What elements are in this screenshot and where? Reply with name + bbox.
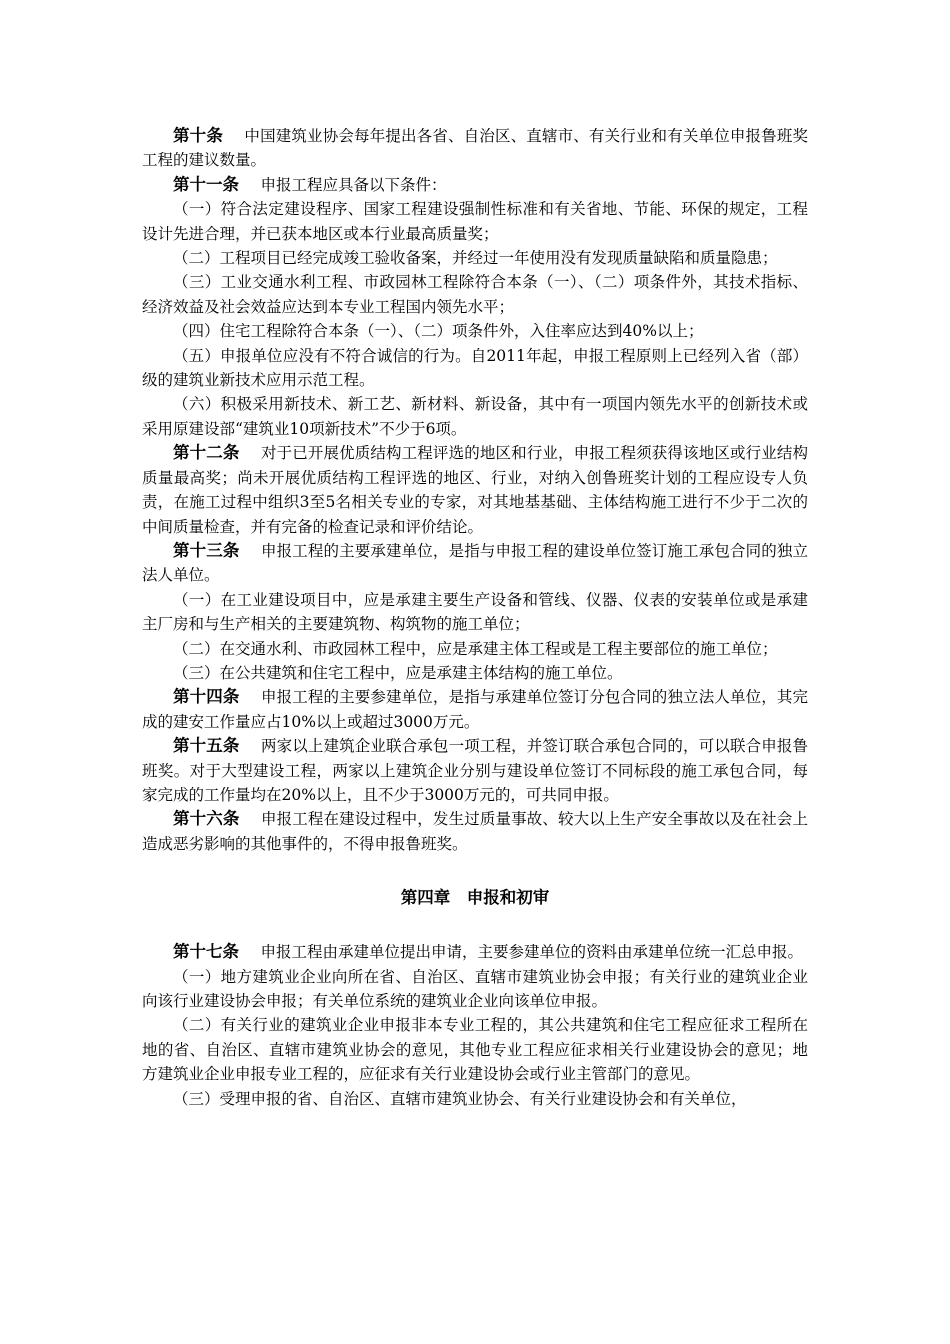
article-text: 申报工程在建设过程中，发生过质量事故、较大以上生产安全事故以及在社会上造成恶劣影响的其他事件的，不得申报鲁班奖。	[142, 810, 808, 853]
article-text: 申报工程的主要承建单位，是指与申报工程的建设单位签订施工承包合同的独立法人单位。	[142, 541, 808, 585]
clause-item: （二）有关行业的建筑业企业申报非本专业工程的，其公共建筑和住宅工程应征求工程所在地的省、自治区、直辖市建筑业协会的意见，其他专业工程应征求相关行业建设协会的意见；地方建筑业企业申报专业工程的，应征求有关行业建设协会或行业主管部门的意见。	[142, 1016, 808, 1084]
clause-item: （三）工业交通水利工程、市政园林工程除符合本条（一）、（二）项条件外，其技术指标、经济效益及社会效益应达到本专业工程国内领先水平；	[142, 273, 808, 316]
article-17	[142, 940, 808, 964]
article-11	[142, 173, 808, 197]
article-number: 第十四条	[173, 687, 240, 707]
article-text: 申报工程由承建单位提出申请，主要参建单位的资料由承建单位统一汇总申报。	[260, 943, 803, 962]
document-body	[142, 124, 808, 1111]
clause-item: （四）住宅工程除符合本条（一）、（二）项条件外，入住率应达到40%以上；	[173, 322, 704, 341]
clause-item: （一）地方建筑业企业向所在省、自治区、直辖市建筑业协会申报；有关行业的建筑业企业向该行业建设协会申报；有关单位系统的建筑业企业向该单位申报。	[142, 967, 808, 1010]
article-text: 中国建筑业协会每年提出各省、自治区、直辖市、有关行业和有关单位申报鲁班奖工程的建议数量。	[142, 127, 808, 170]
chapter-heading: 第四章 申报和初审	[400, 888, 550, 908]
article-15	[142, 734, 808, 807]
clause-item: （五）申报单位应没有不符合诚信的行为。自2011年起，申报工程原则上已经列入省（部）级的建筑业新技术应用示范工程。	[142, 346, 808, 390]
article-text: 对于已开展优质结构工程评选的地区和行业，申报工程须获得该地区或行业结构质量最高奖；尚未开展优质结构工程评选的地区、行业，对纳入创鲁班奖计划的工程应设专人负责，在施工过程中组织3至5名相关专业的专家，对其地基基础、主体结构施工进行不少于二次的中间质量检查，并有完备的检查记录和评价结论。	[142, 444, 808, 536]
article-number: 第十三条	[173, 540, 240, 560]
clause-item: （一）在工业建设项目中，应是承建主要生产设备和管线、仪器、仪表的安装单位或是承建主厂房和与生产相关的主要建筑物、构筑物的施工单位；	[142, 590, 808, 634]
article-16	[142, 807, 808, 856]
article-number: 第十条	[173, 126, 223, 145]
article-number: 第十二条	[173, 443, 240, 463]
clause-item: （一）符合法定建设程序、国家工程建设强制性标准和有关省地、节能、环保的规定，工程设计先进合理，并已获本地区或本行业最高质量奖；	[142, 200, 808, 243]
article-text: 申报工程应具备以下条件：	[260, 175, 447, 194]
clause-item: （三）受理申报的省、自治区、直辖市建筑业协会、有关行业建设协会和有关单位，	[173, 1089, 747, 1108]
article-text: 申报工程的主要参建单位，是指与承建单位签订分包合同的独立法人单位，其完成的建安工作量应占10%以上或超过3000万元。	[142, 688, 808, 731]
article-14	[142, 685, 808, 734]
clause-item: （三）在公共建筑和住宅工程中，应是承建主体结构的施工单位。	[173, 663, 623, 682]
clause-item: （二）工程项目已经完成竣工验收备案，并经过一年使用没有发现质量缺陷和质量隐患；	[173, 249, 778, 268]
article-12	[142, 441, 808, 539]
article-text: 两家以上建筑企业联合承包一项工程，并签订联合承包合同的，可以联合申报鲁班奖。对于大型建设工程，两家以上建筑企业分别与建设单位签订不同标段的施工承包合同，每家完成的工作量均在20%以上，且不少于3000万元的，可共同申报。	[142, 737, 808, 804]
article-10	[142, 124, 808, 173]
article-13	[142, 539, 808, 588]
clause-item: （二）在交通水利、市政园林工程中，应是承建主体工程或是工程主要部位的施工单位；	[173, 639, 778, 658]
article-number: 第十六条	[173, 809, 240, 829]
article-number: 第十五条	[173, 736, 240, 756]
article-number: 第十七条	[173, 942, 239, 962]
clause-item: （六）积极采用新技术、新工艺、新材料、新设备，其中有一项国内领先水平的创新技术或采用原建设部“建筑业10项新技术”不少于6项。	[142, 395, 808, 438]
article-number: 第十一条	[173, 174, 239, 194]
